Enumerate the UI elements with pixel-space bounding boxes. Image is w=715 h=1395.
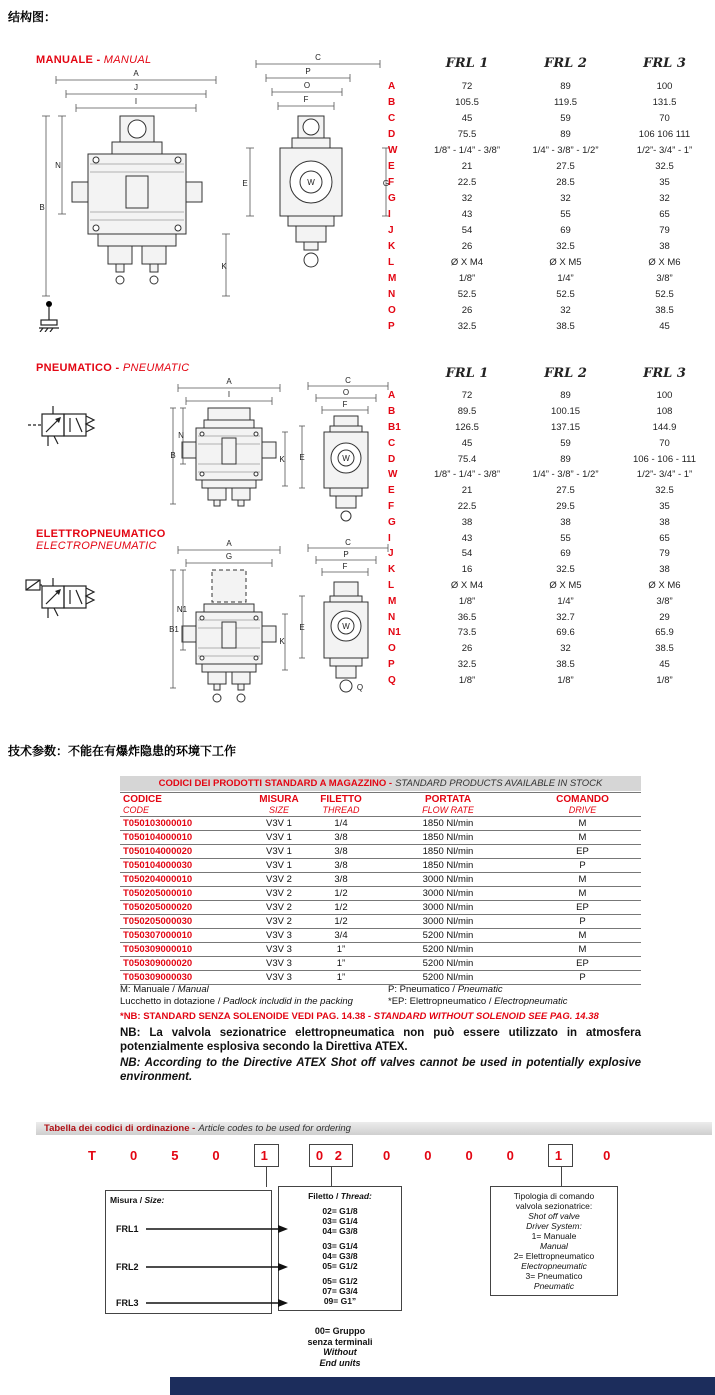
- col-comando: COMANDO DRIVE: [524, 793, 641, 817]
- dim-row: L Ø X M4 Ø X M5 Ø X M6: [388, 579, 681, 591]
- stock-row: T050204000010 V3V 2 3/8 3000 Nl/min M: [120, 873, 641, 887]
- size-frl2: FRL2: [116, 1262, 139, 1272]
- dim-row: B 89.5 100.15 108: [388, 406, 673, 418]
- electropneumatic-valve-symbol: [24, 558, 104, 650]
- text-line: 3= Pneumatico: [525, 1271, 583, 1281]
- size-frl3: FRL3: [116, 1298, 139, 1308]
- dim-letter: G: [225, 552, 233, 561]
- dim-row: N 52.5 52.5 52.5: [388, 288, 674, 300]
- legend-electro: *EP: Elettropneumatico / Electropneumatic: [388, 996, 568, 1007]
- text-line: valvola sezionatrice:: [515, 1201, 593, 1211]
- dim-row: J 54 69 79: [388, 224, 670, 236]
- dim-row: E 21 27.5 32.5: [388, 485, 674, 497]
- dim-letter: B: [39, 203, 45, 212]
- dim-letter: J: [134, 83, 138, 92]
- stock-title-it: CODICI DEI PRODOTTI STANDARD A MAGAZZINO -: [158, 778, 393, 789]
- nb-atex-italian: NB: La valvola sezionatrice elettropneumatica non può essere utilizzato in atmosfera potenzialmente esplosiva secondo la Direttiva ATEX.: [120, 1027, 641, 1053]
- dim-letter: A: [226, 377, 232, 386]
- text-line: Shot off valve: [528, 1211, 580, 1221]
- stock-row: T050309000010 V3V 3 1” 5200 Nl/min M: [120, 943, 641, 957]
- section-label-electro-en: ELECTROPNEUMATIC: [36, 540, 157, 552]
- dim-letter: C: [315, 53, 321, 62]
- manual-dimension-table: [388, 54, 714, 334]
- ordering-title-en: Article codes to be used for ordering: [198, 1123, 351, 1134]
- dim-letter: E: [242, 179, 248, 188]
- ordering-title-it: Tabella dei codici di ordinazione -: [44, 1123, 196, 1134]
- text-line: 00= Gruppo: [314, 1326, 366, 1336]
- legend-row-1: [120, 984, 641, 995]
- list-item: 04= G3/8: [322, 1226, 358, 1236]
- dim-letter: K: [279, 637, 285, 646]
- dim-letter: C: [345, 538, 351, 547]
- footer-bar: [170, 1377, 715, 1395]
- stock-title-en: STANDARD PRODUCTS AVAILABLE IN STOCK: [395, 778, 603, 789]
- dim-row: B1 126.5 137.15 144.9: [388, 421, 677, 433]
- pneumatic-front-drawing: [168, 376, 290, 526]
- dim-col-frl2: FRL 2: [544, 366, 587, 381]
- stock-row: T050104000030 V3V 1 3/8 1850 Nl/min P: [120, 859, 641, 873]
- text-line: Pneumatic: [533, 1281, 575, 1291]
- text-line: senza terminali: [307, 1336, 373, 1347]
- dim-letter: B1: [169, 625, 179, 634]
- list-item: 05= G1/2: [322, 1276, 358, 1286]
- stock-row: T050205000010 V3V 2 1/2 3000 Nl/min M: [120, 887, 641, 901]
- pneumatic-side-drawing: [296, 376, 396, 526]
- dim-letter: F: [303, 95, 309, 104]
- stock-row: T050309000020 V3V 3 1” 5200 Nl/min EP: [120, 957, 641, 971]
- ordering-title: [36, 1122, 712, 1135]
- thread-group-frl2: [283, 1241, 397, 1271]
- dim-row: G 32 32 32: [388, 192, 670, 204]
- order-code-digit: 0: [603, 1148, 615, 1163]
- dim-letter: F: [342, 400, 348, 409]
- port-size-letter: W: [342, 454, 350, 463]
- dim-row: F 22.5 28.5 35: [388, 176, 670, 188]
- legend-padlock: Lucchetto in dotazione / Padlock includid in the packing: [120, 996, 353, 1007]
- valve-body: [324, 416, 368, 521]
- dim-col-frl2: FRL 2: [544, 56, 587, 71]
- dim-row: P 32.5 38.5 45: [388, 658, 670, 670]
- dim-row: I 43 55 65: [388, 208, 670, 220]
- valve-body: [72, 116, 202, 284]
- stock-row: T050205000020 V3V 2 1/2 3000 Nl/min EP: [120, 901, 641, 915]
- dim-col-frl1: FRL 1: [445, 366, 489, 381]
- dim-row: F 22.5 29.5 35: [388, 500, 670, 512]
- dim-row: M 1/8” 1/4” 3/8”: [388, 272, 673, 284]
- dim-row: P 32.5 38.5 45: [388, 320, 670, 332]
- dim-letter: A: [226, 539, 232, 548]
- order-code-digit: 1: [254, 1144, 279, 1167]
- text-line: Manual: [540, 1241, 568, 1251]
- stock-row: T050103000010 V3V 1 1/4 1850 Nl/min M: [120, 817, 641, 831]
- manual-operator-symbol: [34, 298, 64, 332]
- thread-group-frl3: [283, 1276, 397, 1306]
- structure-diagram-label: 结构图：: [8, 10, 57, 24]
- text-line: Without: [323, 1347, 357, 1357]
- nb-solenoid-note: *NB: STANDARD SENZA SOLENOIDE VEDI PAG. 14.38 - STANDARD WITHOUT SOLENOID SEE PAG. 14.38: [120, 1011, 599, 1022]
- dim-letter: O: [342, 388, 350, 397]
- dim-letter: N: [178, 431, 184, 440]
- order-code-row: [88, 1144, 614, 1167]
- dim-col-frl3: FRL 3: [643, 366, 686, 381]
- list-item: 09= G1”: [323, 1296, 357, 1306]
- pneumatic-valve-symbol: [24, 396, 104, 474]
- dim-letter: E: [299, 623, 305, 632]
- dim-letter: I: [227, 390, 231, 399]
- valve-body: [182, 408, 276, 506]
- drive-type-box: [490, 1186, 618, 1296]
- thread-box-label: Filetto / Thread:: [308, 1191, 372, 1201]
- list-item: 07= G3/4: [322, 1286, 358, 1296]
- thread-group-frl1: [283, 1206, 397, 1236]
- valve-body: [280, 116, 342, 267]
- dim-row: A 72 89 100: [388, 390, 673, 402]
- legend-row-2: [120, 996, 641, 1007]
- order-code-digit: 0: [382, 1148, 395, 1163]
- dim-row: D 75.4 89 106 - 106 - 111: [388, 453, 697, 465]
- dim-letter: K: [221, 262, 227, 271]
- nb-atex-english: NB: According to the Directive ATEX Shot off valves cannot be used in potentially explosive environment.: [120, 1057, 641, 1083]
- col-filetto: FILETTO THREAD: [310, 793, 372, 817]
- dim-row: K 26 32.5 38: [388, 240, 670, 252]
- order-code-digit: 0: [129, 1148, 142, 1163]
- col-codice: CODICE CODE: [120, 793, 248, 817]
- dim-row: C 45 59 70: [388, 112, 670, 124]
- dim-row: I 43 55 65: [388, 532, 670, 544]
- manual-front-drawing: [38, 64, 234, 304]
- thread-note: [266, 1326, 414, 1368]
- stock-table: [120, 792, 641, 985]
- order-code-digit: 0 2: [309, 1144, 353, 1167]
- section-label-manual-it: MANUALE -: [36, 54, 104, 66]
- manual-side-drawing: [238, 50, 394, 350]
- dim-letter: B: [170, 451, 176, 460]
- dim-row: N1 73.5 69.6 65.9: [388, 627, 674, 639]
- list-item: 03= G1/4: [322, 1216, 358, 1226]
- list-item: 04= G3/8: [322, 1251, 358, 1261]
- dim-row: D 75.5 89 106 106 111: [388, 128, 691, 140]
- dim-col-frl1: FRL 1: [445, 56, 489, 71]
- dim-row: Q 1/8” 1/8” 1/8”: [388, 674, 673, 686]
- stock-row: T050205000030 V3V 2 1/2 3000 Nl/min P: [120, 915, 641, 929]
- list-item: 03= G1/4: [322, 1241, 358, 1251]
- dim-row: E 21 27.5 32.5: [388, 160, 674, 172]
- dim-row: A 72 89 100: [388, 80, 673, 92]
- order-code-digit: 1: [548, 1144, 573, 1167]
- electro-front-drawing: [168, 538, 290, 710]
- dim-row: W 1/8” - 1/4” - 3/8” 1/4” - 3/8” - 1/2” 1/2”- 3/4” - 1”: [388, 469, 693, 481]
- text-line: Driver System:: [526, 1221, 582, 1231]
- dim-corner: [388, 364, 418, 388]
- dim-letter: K: [279, 455, 285, 464]
- dim-row: W 1/8” - 1/4” - 3/8” 1/4” - 3/8” - 1/2” 1/2”- 3/4” - 1”: [388, 144, 693, 156]
- dim-letter: A: [133, 69, 139, 78]
- dim-letter: Q: [356, 683, 364, 692]
- dim-letter: I: [134, 97, 138, 106]
- dim-row: L Ø X M4 Ø X M5 Ø X M6: [388, 256, 681, 268]
- dim-row: O 26 32 38.5: [388, 643, 674, 655]
- dim-letter: P: [305, 67, 311, 76]
- order-code-digit: 0: [465, 1148, 477, 1163]
- dim-letter: N1: [176, 605, 188, 614]
- dim-row: O 26 32 38.5: [388, 304, 674, 316]
- order-code-digit: 5: [171, 1148, 183, 1163]
- dim-letter: G: [382, 179, 390, 188]
- text-line: End units: [319, 1357, 361, 1368]
- dim-letter: O: [303, 81, 311, 90]
- section-label-electro-it: ELETTROPNEUMATICO: [36, 528, 166, 540]
- dim-letter: P: [343, 550, 349, 559]
- dim-row: N 36.5 32.7 29: [388, 611, 670, 623]
- order-code-digit: T: [88, 1148, 100, 1163]
- size-frl1: FRL1: [116, 1224, 139, 1234]
- pneumatic-dimension-table: [388, 364, 714, 688]
- electro-side-drawing: [296, 538, 396, 710]
- col-portata: PORTATA FLOW RATE: [372, 793, 524, 817]
- dim-letter: N: [55, 161, 61, 170]
- list-item: 02= G1/8: [322, 1206, 358, 1216]
- dim-row: G 38 38 38: [388, 516, 670, 528]
- legend-pneumatic: P: Pneumatico / Pneumatic: [388, 984, 503, 995]
- dim-row: B 105.5 119.5 131.5: [388, 96, 677, 108]
- dim-corner: [388, 54, 418, 78]
- port-size-letter: W: [342, 622, 350, 631]
- section-label-manual-en: MANUAL: [103, 54, 152, 66]
- valve-body: [182, 570, 276, 702]
- dim-letter: F: [342, 562, 348, 571]
- dim-row: M 1/8” 1/4” 3/8”: [388, 595, 673, 607]
- tech-params-label: 技术参数：不能在有爆炸隐患的环境下工作: [8, 744, 237, 758]
- section-label-pneumatic-it: PNEUMATICO -: [36, 362, 123, 374]
- size-box: [105, 1190, 272, 1314]
- col-misura: MISURA SIZE: [248, 793, 310, 817]
- stock-table-title: [120, 776, 641, 791]
- valve-body: [324, 582, 368, 692]
- text-line: Tipologia di comando: [513, 1191, 595, 1201]
- dim-row: C 45 59 70: [388, 437, 670, 449]
- dim-letter: C: [345, 376, 351, 385]
- text-line: Electropneumatic: [521, 1261, 587, 1271]
- stock-row: T050309000030 V3V 3 1” 5200 Nl/min P: [120, 971, 641, 985]
- dim-row: J 54 69 79: [388, 548, 670, 560]
- size-box-label: Misura / Size:: [110, 1195, 165, 1205]
- order-code-digit: 0: [212, 1148, 224, 1163]
- stock-row: T050104000010 V3V 1 3/8 1850 Nl/min M: [120, 831, 641, 845]
- port-size-letter: W: [307, 178, 315, 187]
- section-label-pneumatic-en: PNEUMATIC: [122, 362, 190, 374]
- text-line: 2= Elettropneumatico: [513, 1251, 595, 1261]
- dim-col-frl3: FRL 3: [643, 56, 686, 71]
- order-code-digit: 0: [506, 1148, 518, 1163]
- section-label-pneumatic: [36, 362, 189, 374]
- legend-manual: M: Manuale / Manual: [120, 984, 209, 995]
- dim-row: K 16 32.5 38: [388, 564, 670, 576]
- dim-letter: E: [299, 453, 305, 462]
- list-item: 05= G1/2: [322, 1261, 358, 1271]
- order-code-digit: 0: [424, 1148, 436, 1163]
- stock-row: T050104000020 V3V 1 3/8 1850 Nl/min EP: [120, 845, 641, 859]
- stock-row: T050307000010 V3V 3 3/4 5200 Nl/min M: [120, 929, 641, 943]
- section-label-electro: [36, 528, 166, 552]
- thread-box: [278, 1186, 402, 1311]
- text-line: 1= Manuale: [531, 1231, 577, 1241]
